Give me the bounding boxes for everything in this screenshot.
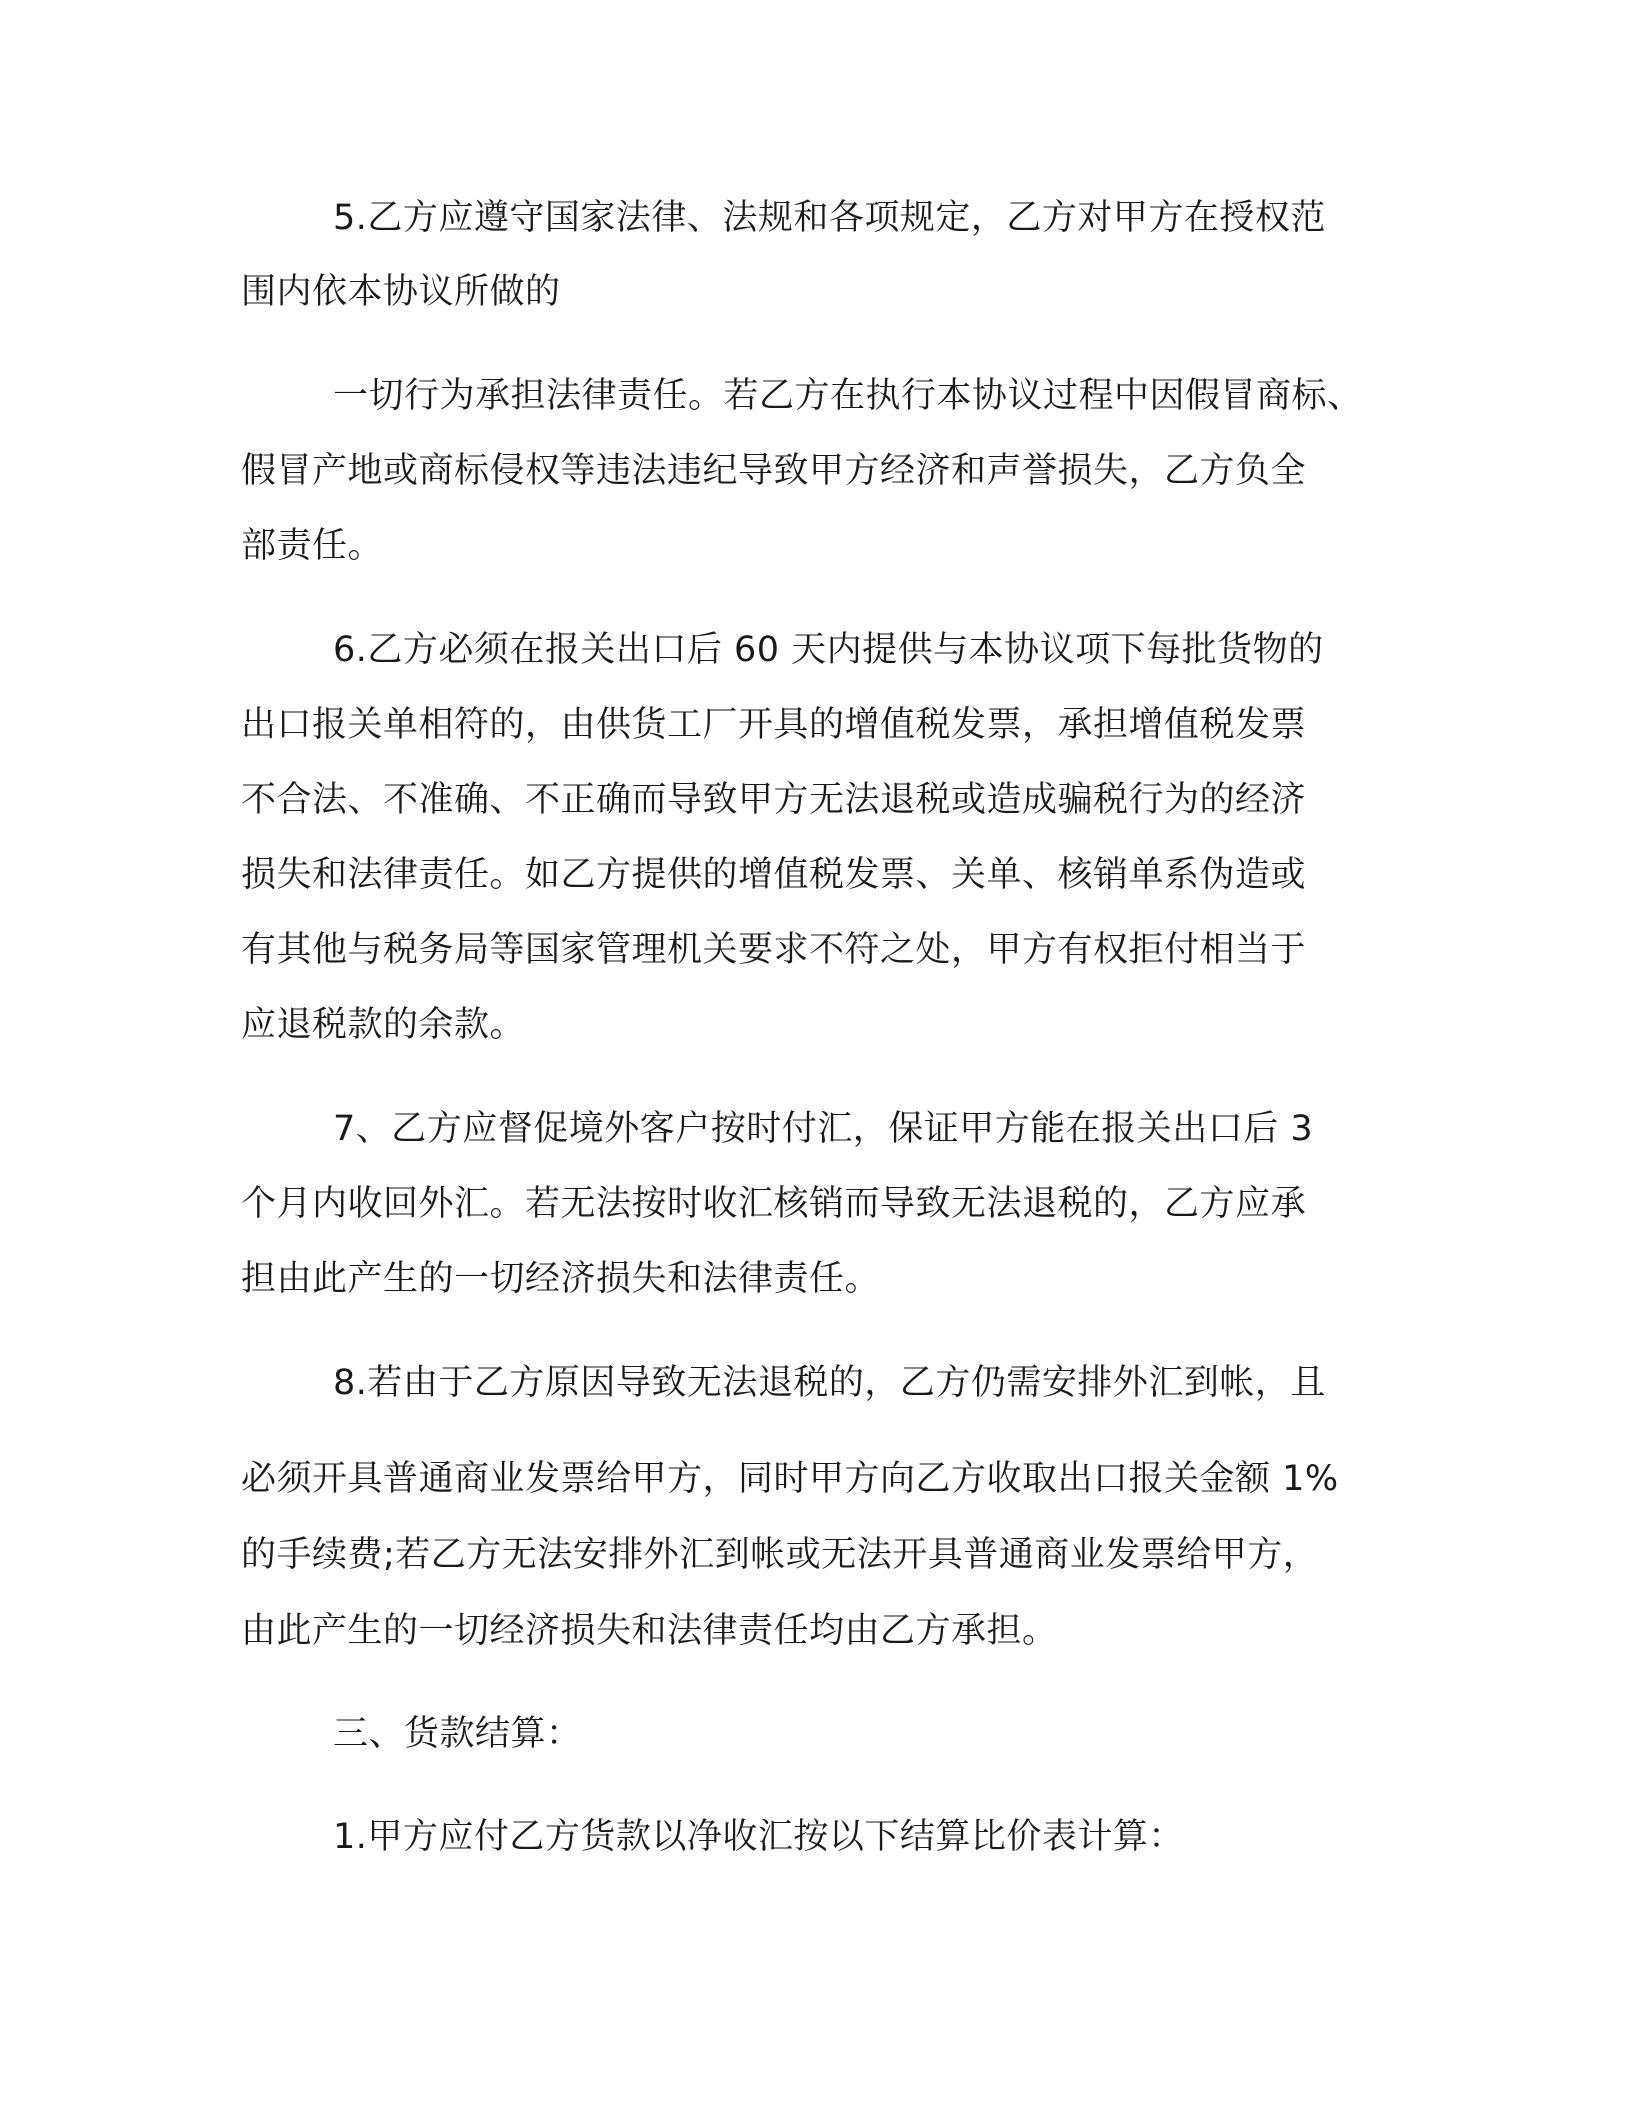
clause-7-line-2: 个月内收回外汇。若无法按时收汇核销而导致无法退税的，乙方应承 — [241, 1184, 1307, 1224]
clause-5-cont-line-2: 假冒产地或商标侵权等违法违纪导致甲方经济和声誉损失，乙方负全 — [241, 451, 1307, 491]
clause-5-line-2: 围内依本协议所做的 — [241, 272, 561, 312]
clause-6-line-4: 损失和法律责任。如乙方提供的增值税发票、关单、核销单系伪造或 — [241, 855, 1307, 895]
clause-8-line-4: 由此产生的一切经济损失和法律责任均由乙方承担。 — [241, 1611, 1058, 1651]
clause-6-line-3: 不合法、不准确、不正确而导致甲方无法退税或造成骗税行为的经济 — [241, 780, 1307, 820]
clause-7-line-1: 7、乙方应督促境外客户按时付汇，保证甲方能在报关出口后 3 — [333, 1109, 1314, 1149]
clause-8-line-3: 的手续费;若乙方无法安排外汇到帐或无法开具普通商业发票给甲方， — [241, 1535, 1319, 1575]
clause-6-line-6: 应退税款的余款。 — [241, 1005, 526, 1045]
section-3-heading: 三、货款结算： — [333, 1714, 582, 1754]
clause-8-line-2: 必须开具普通商业发票给甲方，同时甲方向乙方收取出口报关金额 1% — [241, 1459, 1339, 1499]
clause-6-line-5: 有其他与税务局等国家管理机关要求不符之处，甲方有权拒付相当于 — [241, 930, 1307, 970]
clause-5-cont-line-1: 一切行为承担法律责任。若乙方在执行本协议过程中因假冒商标、 — [333, 376, 1363, 416]
clause-8-line-1: 8.若由于乙方原因导致无法退税的，乙方仍需安排外汇到帐，且 — [333, 1363, 1326, 1403]
clause-6-line-2: 出口报关单相符的，由供货工厂开具的增值税发票，承担增值税发票 — [241, 705, 1307, 745]
clause-7-line-3: 担由此产生的一切经济损失和法律责任。 — [241, 1259, 881, 1299]
section-3-clause-1-line-1: 1.甲方应付乙方货款以净收汇按以下结算比价表计算： — [333, 1817, 1184, 1857]
clause-6-line-1: 6.乙方必须在报关出口后 60 天内提供与本协议项下每批货物的 — [333, 630, 1324, 670]
clause-5-cont-line-3: 部责任。 — [241, 526, 384, 566]
clause-5-line-1: 5.乙方应遵守国家法律、法规和各项规定，乙方对甲方在授权范 — [333, 198, 1326, 238]
